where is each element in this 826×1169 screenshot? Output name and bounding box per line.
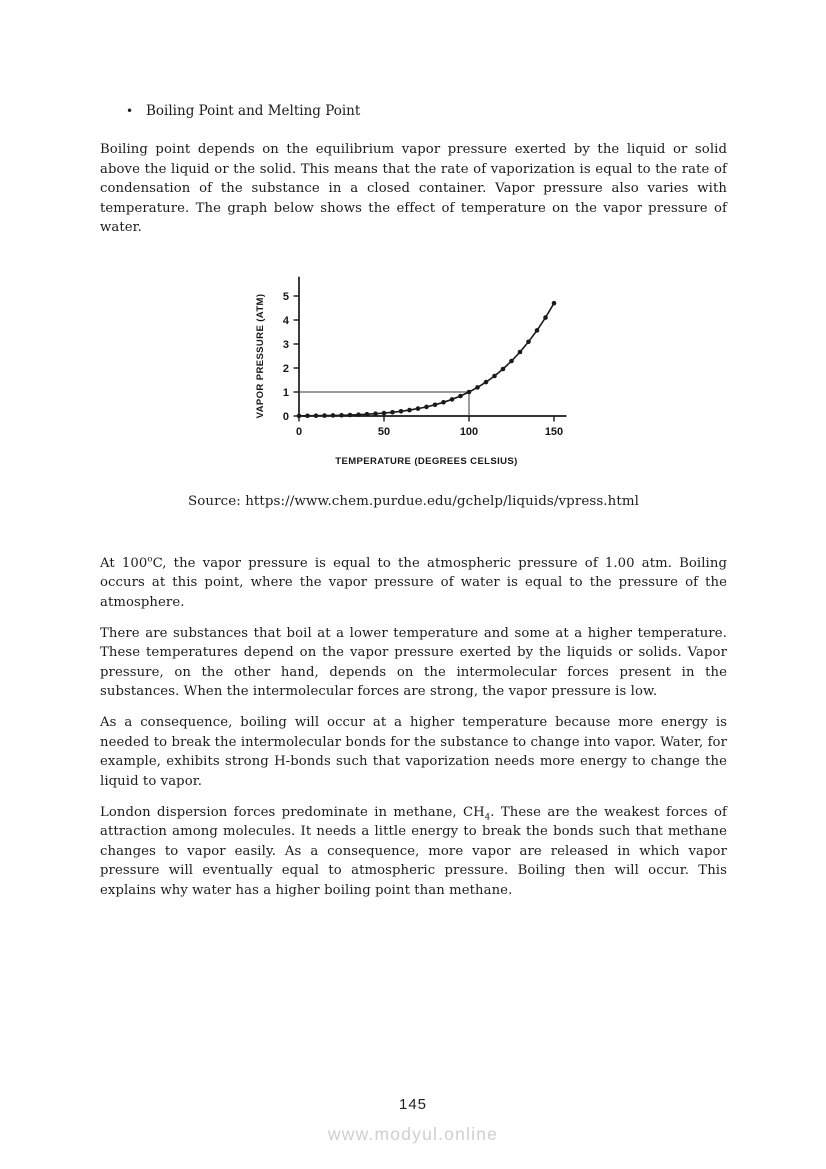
data-point [450, 397, 455, 402]
x-tick-label: 150 [544, 425, 564, 438]
y-tick-label: 2 [282, 362, 289, 375]
london-after: . These are the weakest forces of attraction among molecules. It needs a little energy to break the bonds such that methane changes to vapor easily. As a consequence, more vapor are released in which vapor pressure will eventually equal to atmospheric pressure. Boiling then will occur. This explains why water has a higher boiling point than methane. [100, 804, 727, 898]
source-line: Source: https://www.chem.purdue.edu/gchelp/liquids/vpress.html [187, 493, 640, 509]
paragraph-substances: There are substances that boil at a lower temperature and some at a higher temperature. These temperatures depend on the vapor pressure exerted by the liquids or solids. Vapor pressure, on the other hand, depends on the intermolecular forces present in the substances. When the intermolecular forces are strong, the vapor pressure is low. [100, 625, 727, 699]
y-tick-label: 1 [282, 386, 289, 399]
vapor-pressure-chart [251, 264, 596, 472]
data-point [365, 411, 370, 416]
page-number: 145 [398, 1096, 428, 1113]
x-axis-title: TEMPERATURE (DEGREES CELSIUS) [335, 455, 518, 467]
watermark: www.modyul.online [327, 1124, 499, 1144]
data-point [339, 413, 344, 418]
y-tick-label: 4 [282, 314, 289, 327]
data-point [382, 410, 387, 415]
data-point [314, 413, 319, 418]
series-line [299, 303, 554, 416]
data-point [501, 366, 506, 371]
bullet-heading-text: Boiling Point and Melting Point [146, 103, 361, 119]
x-tick-label: 50 [377, 425, 391, 438]
vapor-pressure-chart-svg [251, 264, 596, 472]
data-point [526, 339, 531, 344]
at100-before: At 100 [100, 555, 148, 571]
paragraph-consequence: As a consequence, boiling will occur at a higher temperature because more energy is needed to break the intermolecular bonds for the substance to change into vapor. Water, for example, exhibits strong H-bonds such that vaporization needs more energy to change the liquid to vapor. [100, 715, 727, 789]
data-point [416, 406, 421, 411]
data-point [322, 413, 327, 418]
data-point [331, 413, 336, 418]
data-point [399, 409, 404, 414]
data-point [297, 413, 302, 418]
y-axis-title: VAPOR PRESSURE (ATM) [255, 293, 266, 418]
data-point [424, 404, 429, 409]
data-point [407, 407, 412, 412]
data-point [373, 411, 378, 416]
paragraph-london [100, 803, 727, 901]
data-point [348, 412, 353, 417]
data-point [535, 328, 540, 333]
paragraph-at100 [100, 554, 727, 613]
data-point [509, 358, 514, 363]
data-point [441, 400, 446, 405]
data-point [467, 389, 472, 394]
data-point [484, 379, 489, 384]
data-point [543, 315, 548, 320]
data-point [305, 413, 310, 418]
at100-superscript: o [147, 554, 153, 565]
x-tick-label: 100 [459, 425, 479, 438]
data-point [390, 410, 395, 415]
methane-subscript: 4 [484, 812, 491, 823]
data-point [492, 373, 497, 378]
data-point [356, 412, 361, 417]
y-tick-label: 5 [282, 290, 289, 303]
data-point [518, 349, 523, 354]
at100-after: C, the vapor pressure is equal to the atmospheric pressure of 1.00 atm. Boiling occurs at this point, where the vapor pressure of water is equal to the pressure of the atmosphere. [100, 555, 727, 610]
y-tick-label: 3 [282, 338, 289, 351]
x-tick-label: 0 [295, 425, 303, 438]
data-point [458, 393, 463, 398]
y-tick-label: 0 [282, 410, 289, 423]
data-point [433, 402, 438, 407]
bullet-icon: • [126, 104, 134, 118]
bullet-heading [100, 103, 727, 120]
data-point [475, 385, 480, 390]
london-before: London dispersion forces predominate in methane, CH [100, 804, 485, 820]
paragraph-intro: Boiling point depends on the equilibrium vapor pressure exerted by the liquid or solid above the liquid or the solid. This means that the rate of vaporization is equal to the rate of condensation of the substance in a closed container. Vapor pressure also varies with temperature. The graph below shows the effect of temperature on the vapor pressure of water. [100, 142, 727, 235]
data-point [552, 300, 557, 305]
